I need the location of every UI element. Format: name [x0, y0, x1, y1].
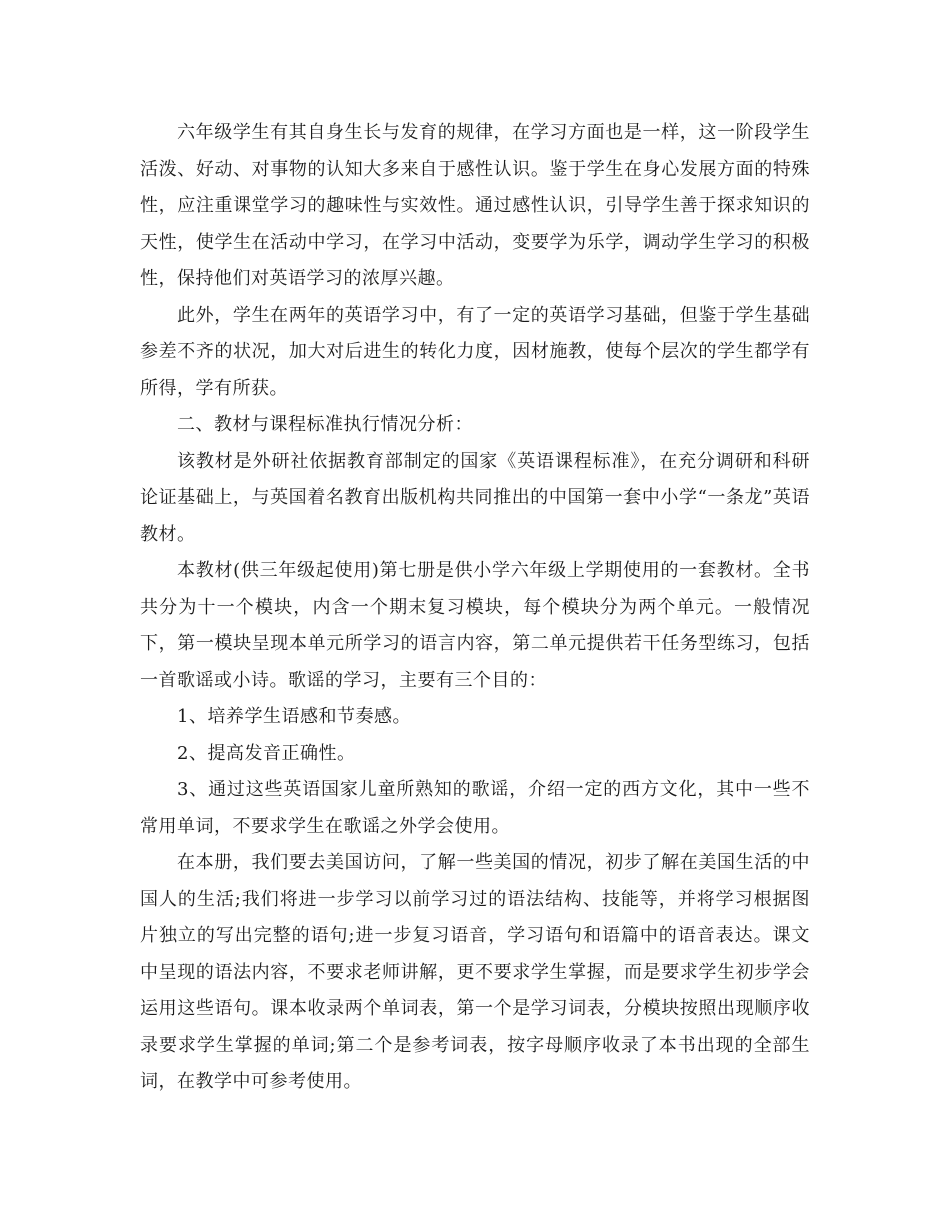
- paragraph-textbook-origin: 该教材是外研社依据教育部制定的国家《英语课程标准》，在充分调研和科研论证基础上，与英国着名教育出版机构共同推出的中国第一套中小学“一条龙”英语教材。: [140, 450, 810, 545]
- paragraph-student-characteristics: 六年级学生有其自身生长与发育的规律，在学习方面也是一样，这一阶段学生活泼、好动、对事物的认知大多来自于感性认识。鉴于学生在身心发展方面的特殊性，应注重课堂学习的趣味性与实效性。通过感性认识，引导学生善于探求知识的天性，使学生在活动中学习，在学习中活动，变要学为乐学，调动学生学习的积极性，保持他们对英语学习的浓厚兴趣。: [140, 122, 810, 289]
- section-heading-textbook-analysis: 二、教材与课程标准执行情况分析：: [177, 414, 473, 435]
- paragraph-textbook-structure: 本教材(供三年级起使用)第七册是供小学六年级上学期使用的一套教材。全书共分为十一个模块，内含一个期末复习模块，每个模块分为两个单元。一般情况下，第一模块呈现本单元所学习的语言内容，第二单元提供若干任务型练习，包括一首歌谣或小诗。歌谣的学习，主要有三个目的：: [140, 560, 810, 691]
- paragraph-book-content: 在本册，我们要去美国访问，了解一些美国的情况，初步了解在美国生活的中国人的生活;我们将进一步学习以前学习过的语法结构、技能等，并将学习根据图片独立的写出完整的语句;进一步复习语音，学习语句和语篇中的语音表达。课文中呈现的语法内容，不要求老师讲解，更不要求学生掌握，而是要求学生初步学会运用这些语句。课本收录两个单词表，第一个是学习词表，分模块按照出现顺序收录要求学生掌握的单词;第二个是参考词表，按字母顺序收录了本书出现的全部生词，在教学中可参考使用。: [140, 852, 810, 1092]
- document-body: [140, 115, 810, 1101]
- paragraph-student-foundation: 此外，学生在两年的英语学习中，有了一定的英语学习基础，但鉴于学生基础参差不齐的状况，加大对后进生的转化力度，因材施教，使每个层次的学生都学有所得，学有所获。: [140, 304, 810, 399]
- list-item-goal-1: 1、培养学生语感和节奏感。: [177, 706, 411, 727]
- list-item-goal-2: 2、提高发音正确性。: [177, 742, 356, 764]
- list-item-goal-3: 3、通过这些英语国家儿童所熟知的歌谣，介绍一定的西方文化，其中一些不常用单词，不要求学生在歌谣之外学会使用。: [140, 779, 810, 837]
